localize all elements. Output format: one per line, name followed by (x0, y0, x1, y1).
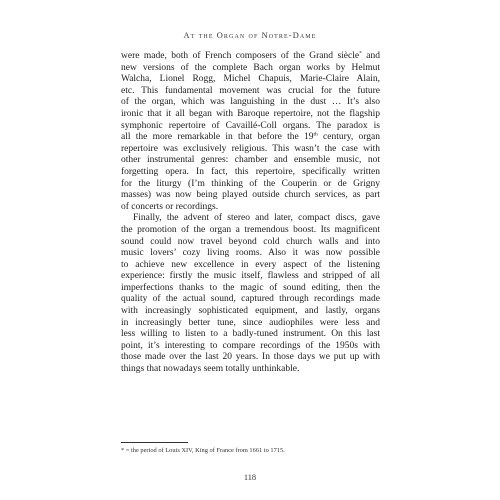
text-line: imperfections thanks to the magic of sound editing, then the (121, 282, 380, 293)
text-line: new versions of the complete Bach organ works by Helmut (121, 62, 380, 73)
text-fragment: century, organ (317, 132, 380, 143)
text-line (121, 132, 380, 144)
page-number: 118 (243, 473, 257, 482)
text-line: for the liturgy (I’m thinking of the Couperin or de Grigny (121, 178, 380, 189)
superscript: * (359, 51, 362, 57)
text-line: point, it’s interesting to compare recordings of the 1950s with (121, 340, 380, 351)
text-fragment: were made, both of French composers of the Grand siècle (121, 51, 360, 61)
text-line: masses) was now being played outside church services, as part (121, 190, 380, 201)
footnote: * = the period of Louis XIV, King of France from 1661 to 1715. (121, 447, 285, 454)
text-line: ironic that it all began with Baroque repertoire, not the flagship (121, 108, 380, 119)
running-head: At the Organ of Notre-Dame (183, 31, 317, 40)
text-fragment: and (361, 51, 380, 61)
text-line: experience: firstly the music itself, flawless and stripped of all (121, 271, 380, 282)
body-text (121, 51, 380, 376)
text-line: music lovers’ cozy living rooms. Also it was now possible (121, 248, 380, 259)
text-line: etc. This fundamental movement was crucial for the future (121, 85, 380, 96)
text-line: forgetting opera. In fact, this repertoire, specifically written (121, 166, 380, 177)
text-line: quality of the actual sound, captured through recordings made (121, 294, 380, 305)
text-line: in increasingly better tune, since audiophiles were less and (121, 317, 380, 328)
text-line: repertoire was exclusively religious. This wasn’t the case with (121, 143, 380, 154)
text-line: Walcha, Lionel Rogg, Michel Chapuis, Marie-Claire Alain, (121, 74, 380, 85)
text-line: those made over the last 20 years. In those days we put up with (121, 352, 380, 363)
text-line: Finally, the advent of stereo and later, compact discs, gave (133, 213, 380, 224)
text-line: of concerts or recordings. (121, 201, 219, 212)
text-line: the promotion of the organ a tremendous boost. Its magnificent (121, 224, 380, 235)
footnote-rule (121, 442, 188, 443)
text-line: symphonic repertoire of Cavaillé-Coll organs. The paradox is (121, 120, 380, 131)
text-line: less willing to listen to a badly-tuned instrument. On this last (121, 329, 380, 340)
superscript: th (313, 132, 318, 138)
text-line: with increasingly sophisticated equipment, and lastly, organs (121, 306, 380, 317)
text-line: other instrumental genres: chamber and ensemble music, not (121, 155, 380, 166)
text-line: to achieve new excellence in every aspect of the listening (121, 259, 380, 270)
text-fragment: all the more remarkable in that before the 19 (121, 132, 314, 143)
text-line: sound could now travel beyond cold church walls and into (121, 236, 380, 247)
text-line: things that nowadays seem totally unthinkable. (121, 364, 300, 375)
text-line (121, 51, 380, 63)
text-line: of the organ, which was languishing in the dust … It’s also (121, 97, 380, 108)
